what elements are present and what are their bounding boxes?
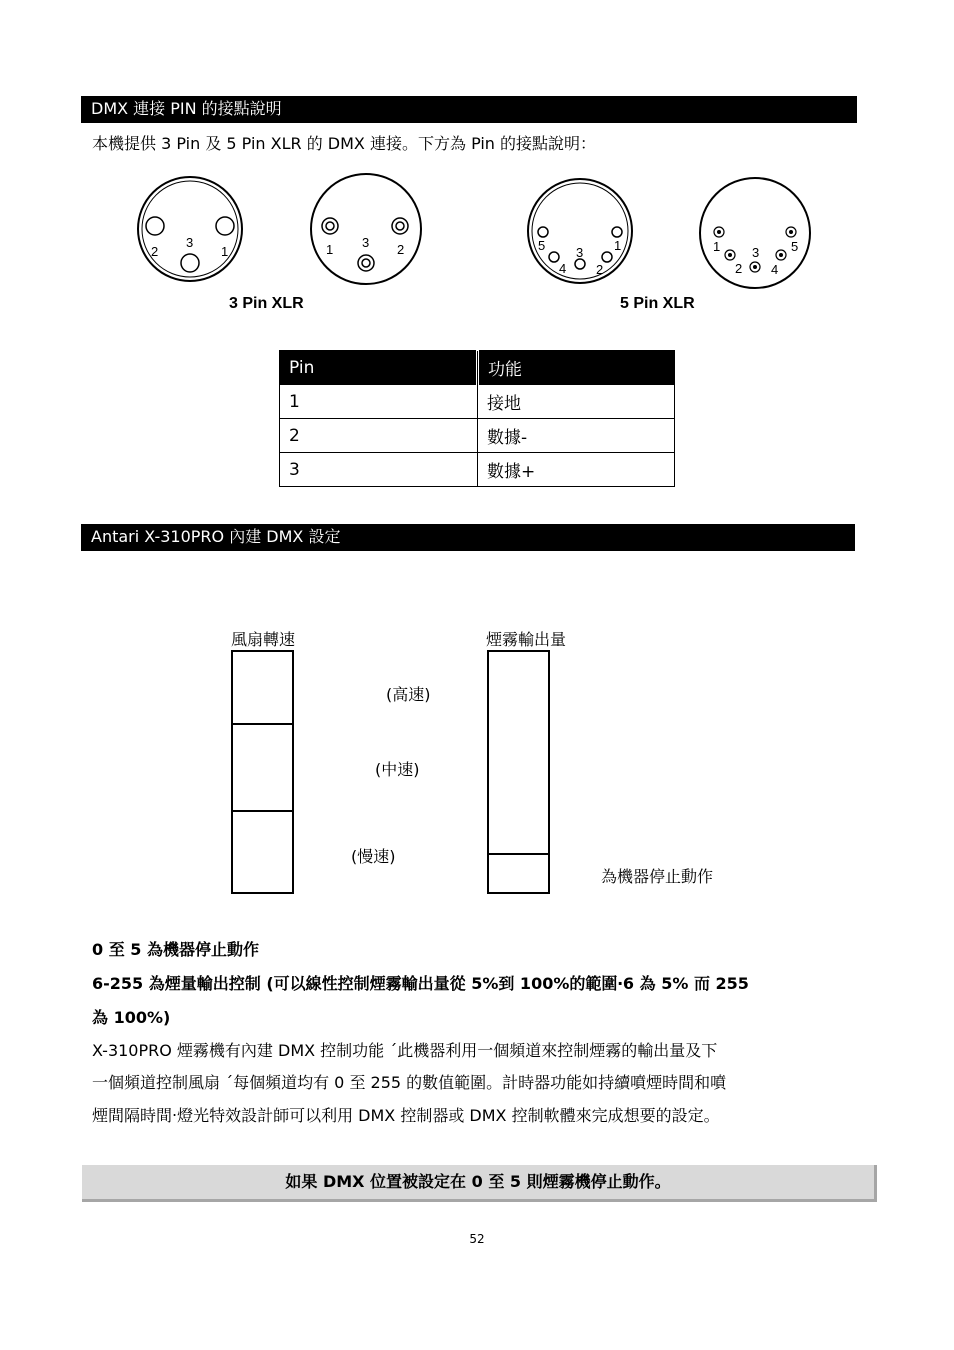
intro-text: 本機提供 3 Pin 及 5 Pin XLR 的 DMX 連接。下方為 Pin 的接點說明： xyxy=(92,134,597,153)
pin-label: 2 xyxy=(151,244,159,259)
table-header-pin: Pin xyxy=(280,351,478,385)
pin-label: 3 xyxy=(186,235,194,250)
pin-label: 2 xyxy=(397,242,405,257)
page-number: 52 xyxy=(469,1232,485,1246)
body-paragraph-line: X-310PRO 煙霧機有內建 DMX 控制功能 ˊ此機器利用一個頻道來控制煙霧的輸出量及下 xyxy=(92,1041,718,1060)
pin-label: 2 xyxy=(735,261,743,276)
table-cell-function: 數據+ xyxy=(478,453,675,487)
pin-label: 2 xyxy=(596,262,604,277)
pin-label: 3 xyxy=(752,245,760,260)
fog-output-stop-segment xyxy=(487,853,550,894)
xlr5-caption: 5 Pin XLR xyxy=(620,295,695,312)
pin-label: 1 xyxy=(326,242,334,257)
fan-speed-high-segment xyxy=(231,650,294,725)
xlr3-connector-right-icon xyxy=(308,171,424,287)
notice-banner: 如果 DMX 位置被設定在 0 至 5 則煙霧機停止動作。 xyxy=(82,1165,877,1202)
table-cell-pin: 3 xyxy=(280,453,478,487)
table-cell-function: 數據- xyxy=(478,419,675,453)
body-paragraph-line: 一個頻道控制風扇 ˊ每個頻道均有 0 至 255 的數值範圍。計時器功能如持續噴煙時間和噴 xyxy=(92,1073,727,1092)
table-row xyxy=(280,453,675,487)
xlr5-connector-left-icon xyxy=(524,175,636,287)
pin-label: 3 xyxy=(576,245,584,260)
body-line-stop-range: 0 至 5 為機器停止動作 xyxy=(92,940,259,959)
pin-label: 3 xyxy=(362,235,370,250)
table-header-function: 功能 xyxy=(478,351,675,385)
pin-function-table xyxy=(279,350,675,487)
body-line-output-range: 6-255 為煙量輸出控制 (可以線性控制煙霧輸出量從 5%到 100%的範圍‧6 為 5% 而 255 xyxy=(92,974,749,993)
stop-label: 為機器停止動作 xyxy=(601,867,714,886)
pin-label: 5 xyxy=(538,238,546,253)
pin-label: 4 xyxy=(559,261,567,276)
pin-label: 4 xyxy=(771,262,779,277)
body-line-output-range-cont: 為 100%) xyxy=(92,1008,171,1027)
xlr3-connector-left-icon xyxy=(134,173,246,285)
xlr3-caption: 3 Pin XLR xyxy=(229,295,304,312)
pin-label: 5 xyxy=(791,239,799,254)
pin-label: 1 xyxy=(713,239,721,254)
xlr5-connector-right-icon xyxy=(697,175,813,291)
pin-label: 1 xyxy=(614,238,622,253)
fan-speed-label: 風扇轉速 xyxy=(231,630,296,649)
low-speed-label: (慢速) xyxy=(351,847,396,866)
high-speed-label: (高速) xyxy=(386,685,431,704)
body-paragraph-line: 煙間隔時間‧燈光特效設計師可以利用 DMX 控制器或 DMX 控制軟體來完成想要的設定。 xyxy=(92,1106,720,1125)
table-cell-function: 接地 xyxy=(478,385,675,419)
table-row xyxy=(280,419,675,453)
fog-output-range-segment xyxy=(487,650,550,855)
fan-speed-mid-segment xyxy=(231,723,294,812)
table-cell-pin: 2 xyxy=(280,419,478,453)
table-cell-pin: 1 xyxy=(280,385,478,419)
table-row xyxy=(280,385,675,419)
section-title-dmx-pin: DMX 連接 PIN 的接點說明 xyxy=(81,96,857,123)
section-title-dmx-settings: Antari X-310PRO 內建 DMX 設定 xyxy=(81,524,855,551)
pin-label: 1 xyxy=(221,244,229,259)
mid-speed-label: (中速) xyxy=(375,760,420,779)
fog-output-label: 煙霧輸出量 xyxy=(486,630,567,649)
table-header-row xyxy=(280,351,675,385)
fan-speed-low-segment xyxy=(231,810,294,894)
